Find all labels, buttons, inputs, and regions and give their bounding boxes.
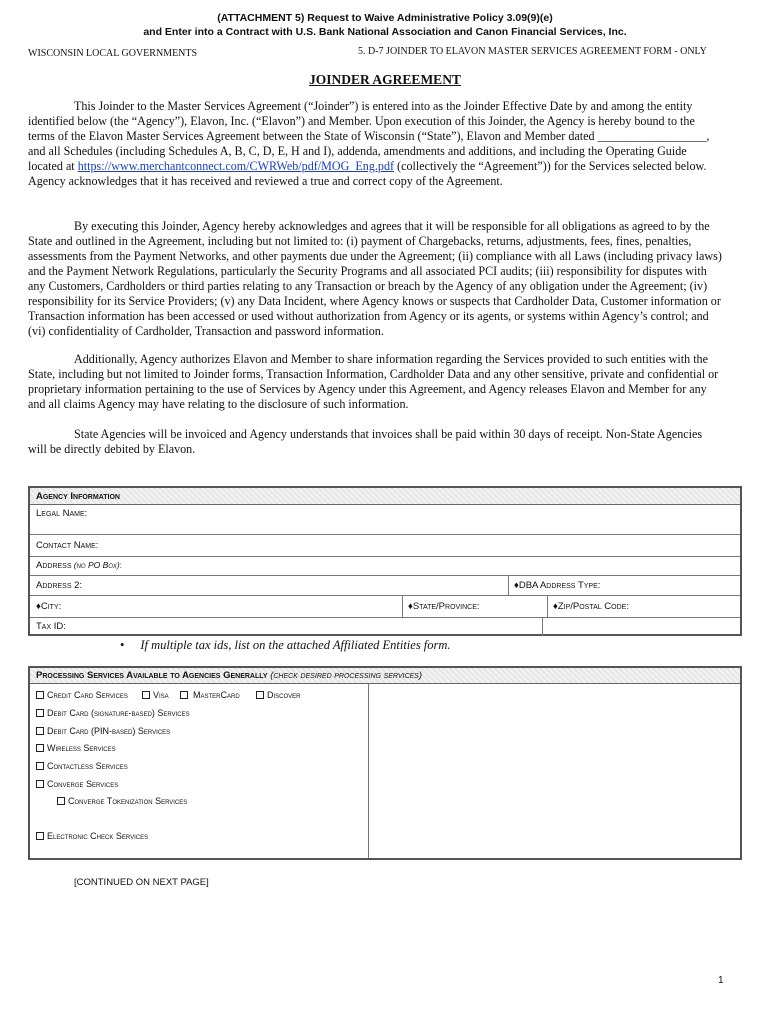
address-2-label: Address 2: xyxy=(36,580,83,591)
contact-name-label: Contact Name: xyxy=(36,540,99,551)
paragraph-1-text-a: This Joinder to the Master Services Agreement (“Joinder”) is entered into as the Joinder Effective Date by and among the entity identified below (the “Agency”), Elavon, Inc. (“Elavon”) and Member. Upon execution of this Joinder, the Agency is hereby bound to the terms of the Elavon Master Services Agreement between the State of Wisconsin (“State”), Elavon and Member dated __________________, and all Schedules (including Schedules A, B, C, D, E, H and I), addenda, amendments and additions, and including the Operating Guide located at xyxy=(28,99,710,173)
processing-services-heading-text: Processing Services Available to Agencies Generally xyxy=(36,670,268,681)
converge-tokenization-option[interactable] xyxy=(57,796,187,806)
visa-option[interactable] xyxy=(142,690,169,700)
debit-signature-checkbox[interactable] xyxy=(36,709,44,717)
paragraph-1 xyxy=(28,99,722,189)
wireless-checkbox[interactable] xyxy=(36,744,44,752)
paragraph-4 xyxy=(28,427,722,457)
header-left: WISCONSIN LOCAL GOVERNMENTS xyxy=(28,48,198,59)
header-right: 5. D-7 JOINDER TO ELAVON MASTER SERVICES AGREEMENT FORM - ONLY xyxy=(358,46,707,57)
visa-checkbox[interactable] xyxy=(142,691,150,699)
address-note: (no PO Box) xyxy=(73,560,120,570)
credit-card-checkbox[interactable] xyxy=(36,691,44,699)
debit-pin-checkbox[interactable] xyxy=(36,727,44,735)
processing-services-table xyxy=(28,666,742,860)
debit-pin-label: Debit Card (PIN-based) Services xyxy=(47,726,171,736)
converge-checkbox[interactable] xyxy=(36,780,44,788)
debit-signature-option[interactable] xyxy=(36,708,190,718)
debit-pin-option[interactable] xyxy=(36,726,170,736)
converge-tokenization-checkbox[interactable] xyxy=(57,797,65,805)
page-title: JOINDER AGREEMENT xyxy=(309,72,461,87)
address-colon: : xyxy=(119,561,122,570)
paragraph-2 xyxy=(28,219,722,339)
electronic-check-checkbox[interactable] xyxy=(36,832,44,840)
tax-id-row xyxy=(30,618,740,636)
converge-option[interactable] xyxy=(36,779,118,789)
mastercard-option[interactable] xyxy=(180,690,240,700)
paragraph-4-text: State Agencies will be invoiced and Agency understands that invoices shall be paid within 30 days of receipt. Non-State Agencies will be directly debited by Elavon. xyxy=(28,427,703,456)
agency-information-heading: Agency Information xyxy=(30,488,740,505)
paragraph-3 xyxy=(28,352,722,412)
processing-services-heading-note: (check desired processing services) xyxy=(270,670,423,681)
legal-name-label: Legal Name: xyxy=(36,508,88,519)
continued-note: [CONTINUED ON NEXT PAGE] xyxy=(74,877,209,888)
visa-label: Visa xyxy=(153,690,169,700)
dba-address-type-label: ♦DBA Address Type: xyxy=(514,580,601,591)
header-line-1: (ATTACHMENT 5) Request to Waive Administrative Policy 3.09(9)(e) xyxy=(217,12,553,24)
services-checklist xyxy=(30,684,369,858)
header-line-2: and Enter into a Contract with U.S. Bank National Association and Canon Financial Services, Inc. xyxy=(143,26,627,38)
converge-label: Converge Services xyxy=(47,779,119,789)
wireless-option[interactable] xyxy=(36,743,116,753)
electronic-check-option[interactable] xyxy=(36,831,148,841)
page-number: 1 xyxy=(718,975,724,986)
bullet-marker: • xyxy=(120,638,125,652)
agency-information-table xyxy=(28,486,742,636)
processing-services-heading xyxy=(30,668,740,684)
mastercard-checkbox[interactable] xyxy=(180,691,188,699)
converge-tokenization-label: Converge Tokenization Services xyxy=(68,796,188,806)
discover-label: Discover xyxy=(267,690,301,700)
wireless-label: Wireless Services xyxy=(47,743,116,753)
electronic-check-label: Electronic Check Services xyxy=(47,831,149,841)
paragraph-1-text-b: (collectively the “Agreement”)) for the Services selected below. Agency acknowledges that it has received and reviewed a true and correct copy of the Agreement. xyxy=(28,159,707,188)
city-label: ♦City: xyxy=(36,601,62,612)
discover-checkbox[interactable] xyxy=(256,691,264,699)
tax-id-label: Tax ID: xyxy=(36,621,66,632)
zip-postal-code-label: ♦Zip/Postal Code: xyxy=(553,601,629,612)
legal-name-row[interactable] xyxy=(30,505,740,535)
paragraph-3-text: Additionally, Agency authorizes Elavon and Member to share information regarding the Services provided to such entities with the State, including but not limited to Joinder forms, Transaction Information, Cardholder Data and any other sensitive, private and confidential or proprietary information pertaining to the use of Services by Agency under this Agreement, and Agency releases Elavon and Member for any and all claims Agency may have relating to the disclosure of such information. xyxy=(28,352,719,411)
credit-card-option[interactable] xyxy=(36,690,128,700)
operating-guide-link[interactable]: https://www.merchantconnect.com/CWRWeb/pdf/MOG_Eng.pdf xyxy=(77,159,395,173)
paragraph-2-text: By executing this Joinder, Agency hereby acknowledges and agrees that it will be responsible for all obligations as agreed to by the State and outlined in the Agreement, including but not limited to: (i) payment of Chargebacks, returns, adjustments, fees, fines, penalties, assessments from the Payment Networks, and other payments due under the Agreement; (ii) compliance with all Laws (including privacy laws) and the Payment Network Regulations, particularly the Security Programs and all associated PCI audits; (iii) responsibility for disputes with any Customers, Cardholders or third parties relating to any Transaction or breach by the Agency of any obligation under the Agreement; (iv) responsibility for its Service Providers; (v) any Data Incident, where Agency knows or suspects that Cardholder Data, Customer information or Transaction information has been accessed or used without authorization from Agency or its agents, or systems within Agency’s control; and (vi) confidentiality of Cardholder, Transaction and password information. xyxy=(28,219,722,338)
address-label xyxy=(30,560,122,575)
city-row xyxy=(30,596,740,618)
address-2-row xyxy=(30,576,740,596)
contactless-option[interactable] xyxy=(36,761,128,771)
credit-card-label: Credit Card Services xyxy=(47,690,128,700)
debit-signature-label: Debit Card (signature-based) Services xyxy=(47,708,190,718)
discover-option[interactable] xyxy=(256,690,301,700)
contactless-label: Contactless Services xyxy=(47,761,128,771)
processing-services-body xyxy=(30,684,740,858)
contact-name-row[interactable] xyxy=(30,535,740,557)
address-row[interactable] xyxy=(30,557,740,576)
tax-id-note xyxy=(120,638,451,653)
mastercard-label: MasterCard xyxy=(193,690,240,700)
address-label-text: Address xyxy=(36,560,72,571)
tax-id-note-text: If multiple tax ids, list on the attached Affiliated Entities form. xyxy=(140,638,451,652)
state-province-label: ♦State/Province: xyxy=(408,601,480,612)
contactless-checkbox[interactable] xyxy=(36,762,44,770)
